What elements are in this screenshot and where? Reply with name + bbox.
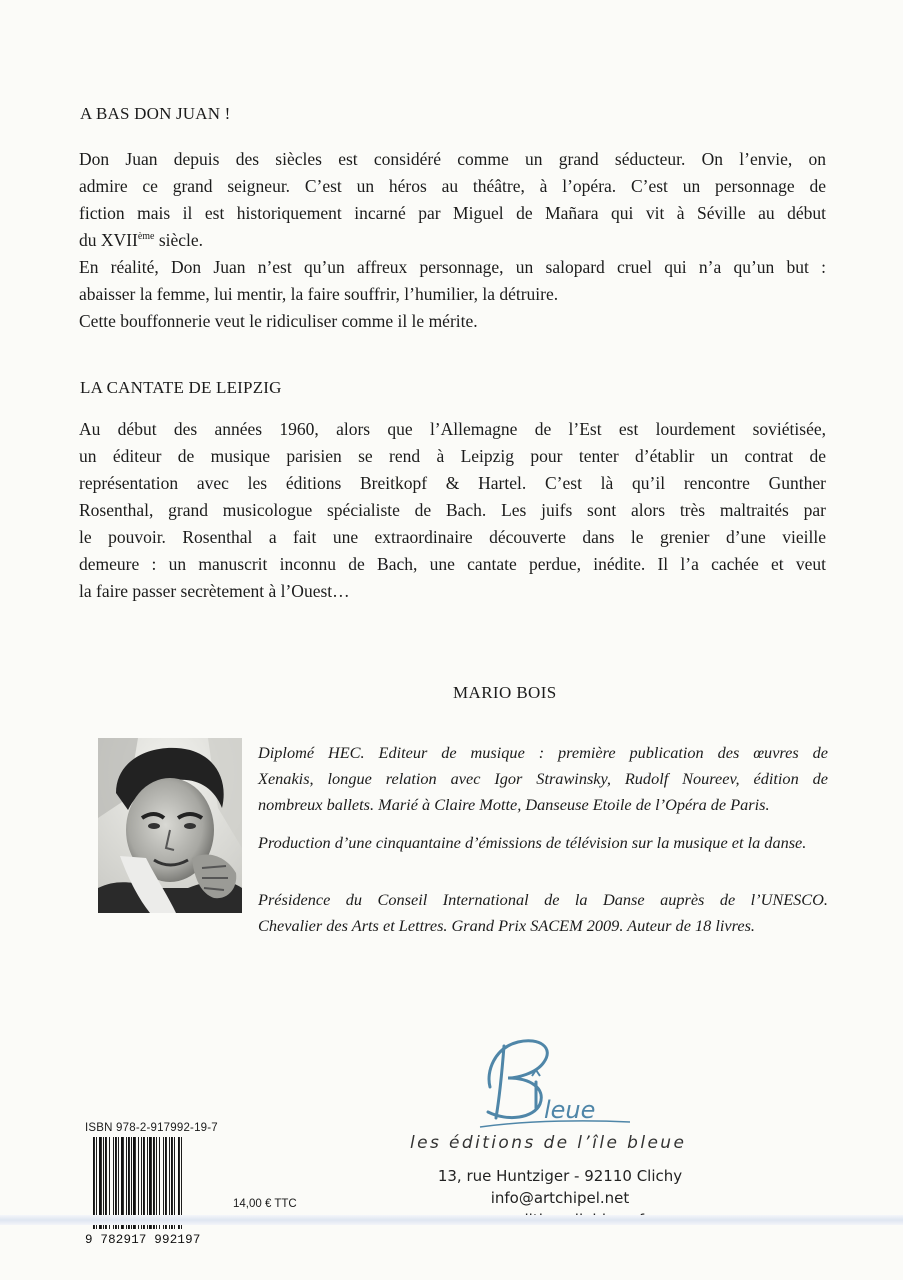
century-text: du XVII xyxy=(79,230,138,250)
text-line: Cette bouffonnerie veut le ridiculiser comme il le mérite. xyxy=(79,311,478,331)
text-line: Au début des années 1960, alors que l’Allemagne de l’Est est lourdement soviétisée, xyxy=(79,419,826,439)
publisher-address: 13, rue Huntziger - 92110 Clichy xyxy=(437,1167,683,1185)
ordinal-superscript: ème xyxy=(137,231,155,242)
text-line: En réalité, Don Juan n’est qu’un affreux personnage, un salopard cruel qui n’a qu’un but : xyxy=(79,257,826,277)
section-title-cantate: LA CANTATE DE LEIPZIG xyxy=(80,378,282,397)
publisher-email[interactable]: info@artchipel.net xyxy=(490,1189,630,1207)
text-line: admire ce grand seigneur. C’est un héros au théâtre, à l’opéra. C’est un personnage de xyxy=(79,176,826,196)
author-portrait-photo xyxy=(98,738,242,913)
text-line: un éditeur de musique parisien se rend à Leipzig pour tenter d’établir un contrat de xyxy=(79,446,826,466)
publisher-logo xyxy=(470,1032,640,1137)
bio-line: Diplomé HEC. Editeur de musique : première publication des œuvres de xyxy=(258,743,828,762)
publisher-name: les éditions de l’île bleue xyxy=(410,1133,687,1153)
bottom-color-stripe xyxy=(0,1215,903,1225)
text-line: fiction mais il est historiquement incarné par Miguel de Mañara qui vit à Séville au début xyxy=(79,203,826,223)
paragraph-don-juan xyxy=(79,146,826,335)
text-line: la faire passer secrètement à l’Ouest… xyxy=(79,581,350,601)
bio-line: Xenakis, longue relation avec Igor Strawinsky, Rudolf Noureev, édition de xyxy=(258,769,828,788)
text-line xyxy=(79,227,826,254)
author-name: MARIO BOIS xyxy=(453,683,557,702)
price-label: 14,00 € TTC xyxy=(233,1198,297,1210)
century-suffix: siècle. xyxy=(154,230,204,250)
isbn-barcode xyxy=(85,1137,211,1247)
author-bio-block-3 xyxy=(258,887,828,939)
svg-text:leue: leue xyxy=(544,1096,596,1124)
author-bio-block-1 xyxy=(258,740,828,818)
bio-line: Présidence du Conseil International de la Danse auprès de l’UNESCO. xyxy=(258,890,828,909)
section-title-don-juan: A BAS DON JUAN ! xyxy=(80,104,231,123)
bio-line: Production d’une cinquantaine d’émissions de télévision sur la musique et la danse. xyxy=(258,833,807,852)
text-line: le pouvoir. Rosenthal a fait une extraordinaire découverte dans le grenier d’une vieille xyxy=(79,527,826,547)
barcode-digits: 9 782917 992197 xyxy=(85,1233,201,1247)
text-line: demeure : un manuscrit inconnu de Bach, une cantate perdue, inédite. Il l’a cachée et veut xyxy=(79,554,826,574)
author-bio-block-2 xyxy=(258,830,828,856)
text-line: représentation avec les éditions Breitkopf & Hartel. C’est là qu’il rencontre Gunther xyxy=(79,473,826,493)
text-line: Don Juan depuis des siècles est considéré comme un grand séducteur. On l’envie, on xyxy=(79,149,826,169)
text-line: Rosenthal, grand musicologue spécialiste de Bach. Les juifs sont alors très maltraités par xyxy=(79,500,826,520)
bio-line: nombreux ballets. Marié à Claire Motte, Danseuse Etoile de l’Opéra de Paris. xyxy=(258,795,770,814)
isbn-label: ISBN 978-2-917992-19-7 xyxy=(85,1122,218,1134)
text-line: abaisser la femme, lui mentir, la faire souffrir, l’humilier, la détruire. xyxy=(79,284,559,304)
bio-line: Chevalier des Arts et Lettres. Grand Prix SACEM 2009. Auteur de 18 livres. xyxy=(258,916,755,935)
paragraph-cantate xyxy=(79,416,826,605)
